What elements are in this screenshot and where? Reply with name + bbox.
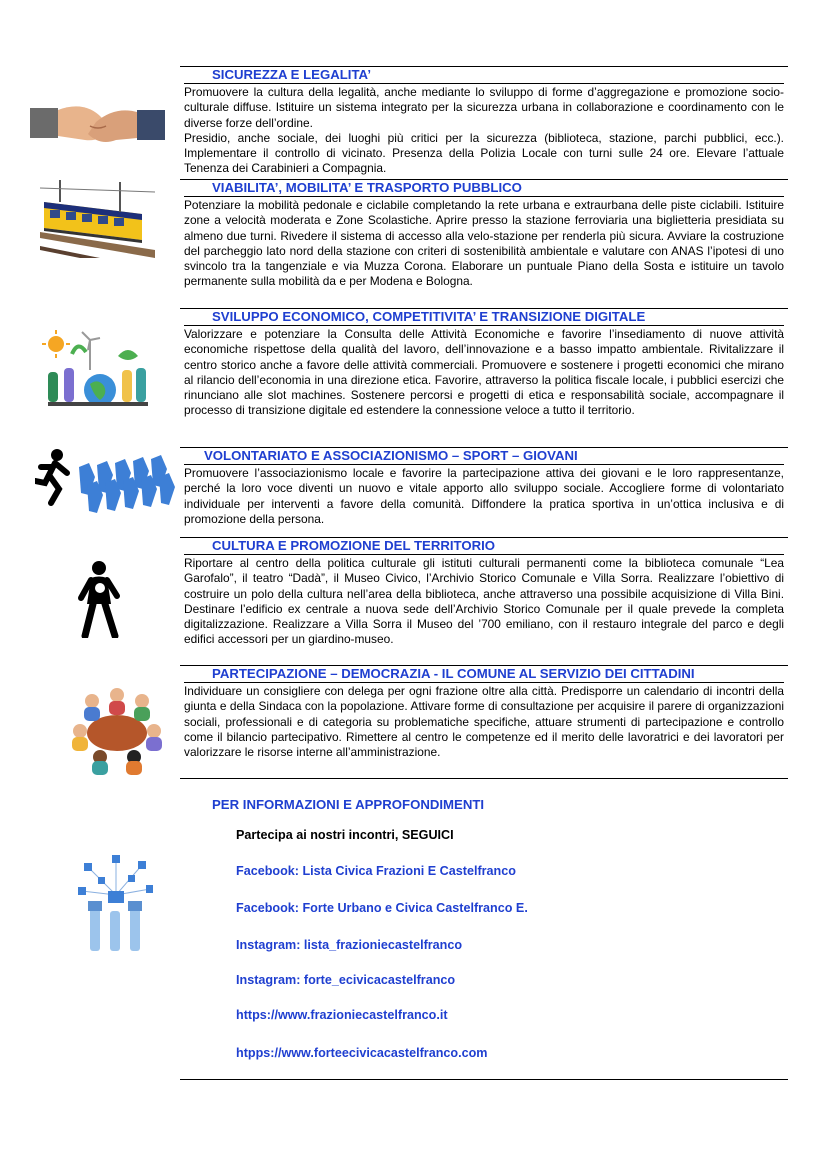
section-body: [184, 83, 784, 177]
divider: [180, 778, 788, 779]
instagram-link-lista[interactable]: Instagram: lista_frazioniecastelfranco: [236, 938, 463, 952]
section-title: SVILUPPO ECONOMICO, COMPETITIVITA’ E TRANSIZIONE DIGITALE: [180, 308, 788, 325]
section-title: VOLONTARIATO E ASSOCIAZIONISMO – SPORT – GIOVANI: [180, 447, 788, 464]
runners-icon: [35, 445, 180, 520]
section-body: [184, 682, 784, 760]
section-title: VIABILITA’, MOBILITA’ E TRASPORTO PUBBLICO: [180, 179, 788, 196]
paragraph: Promuovere la cultura della legalità, anche mediante lo sviluppo di forme d’aggregazione e promozione socio-culturale diffuse. Istituire un sistema integrato per la sicurezza urbana in collaborazione e coordinamento con le diverse forze dell’ordine.: [184, 85, 784, 130]
train-icon: [40, 180, 155, 258]
green-economy-icon: [42, 330, 154, 418]
website-link-forte[interactable]: htpps://www.forteecivicacastelfranco.com: [236, 1046, 488, 1060]
paragraph: Riportare al centro della politica culturale gli istituti culturali permanenti come la biblioteca comunale “Lea Garofalo”, il teatro “Dadà”, il Museo Civico, l’Archivio Storico Comunale e Villa Sorra. Realizzare l’obiettivo di costruire un polo della cultura nell’area della biblioteca, anche attraverso una possibile acquisizione di Villa Bini. Destinare l’edificio ex centrale a nuova sede dell’Archivio Storico Comunale per il quale prevede la completa digitalizzazione. Realizzare a Villa Sorra il Museo del ’700 emiliano, con il restauro integrale del parco e degli edifici accessori per un giardino-museo.: [184, 556, 784, 647]
paragraph: Potenziare la mobilità pedonale e ciclabile completando la rete urbana e extraurbana delle piste ciclabili. Istituire zone a velocità moderata e Zone Scolastiche. Aprire presso la stazione ferroviaria una biglietteria presidiata su almeno due turni. Rivedere il sistema di accesso alla velo-stazione per renderla più sicura. Avviare la costruzione del parcheggio lato nord della stazione con criteri di sostenibilità ambientale e valutare con ANAS l’ipotesi di uno svincolo tra la tangenziale e via Muzza Corona. Elaborare un puntuale Piano della Sosta e istituire un tavolo permanente sulla mobilità da e per Modena e Bologna.: [184, 198, 784, 289]
handshake-icon: [30, 100, 165, 152]
meeting-table-icon: [72, 685, 162, 775]
walking-person-icon: [75, 560, 125, 638]
paragraph: Presidio, anche sociale, dei luoghi più critici per la sicurezza (biblioteca, stazione, parchi pubblici, ecc.). Implementare il controllo di vicinato. Presenza della Polizia Locale con turni sulle 24 ore. Elevare l’attuale Tenenza dei Carabinieri a Compagnia.: [184, 130, 784, 176]
section-body: [184, 325, 784, 419]
social-network-icon: [78, 855, 153, 955]
divider: [180, 1079, 788, 1080]
section-title: SICUREZZA E LEGALITA’: [180, 66, 788, 83]
instagram-link-forte[interactable]: Instagram: forte_ecivicacastelfranco: [236, 973, 456, 987]
paragraph: Valorizzare e potenziare la Consulta delle Attività Economiche e favorire l’insediamento di nuove attività economiche rispettose della qualità del lavoro, dell’innovazione e a basso impatto ambientale. Rivitalizzare il centro storico anche a favore delle attività commerciali. Promuovere e sostenere i progetti economici che mirano al rilancio dell’economia in una direzione etica. Favorire, attraverso la politica fiscale locale, i pubblici esercizi che rinunciano alle slot machines. Sostenere percorsi e progetti di etica e responsabilità sociale, accompagnare il processo di transizione digitale ed estendere la connessione veloce a tutto il territorio.: [184, 327, 784, 418]
section-title: PARTECIPAZIONE – DEMOCRAZIA - IL COMUNE AL SERVIZIO DEI CITTADINI: [180, 665, 788, 682]
section-body: [184, 464, 784, 527]
section-body: [184, 554, 784, 648]
paragraph: Individuare un consigliere con delega per ogni frazione oltre alla città. Predisporre un calendario di incontri della giunta e della Sindaca con la popolazione. Attivare forme di consultazione per acquisire il parere di organizzazioni sociali, professionali e di categoria su problematiche specifiche, attuare strumenti di partecipazione e controllo come il bilancio partecipativo. Rimettere al centro le competenze ed il merito delle lavoratrici e dei lavoratori per valorizzare le risorse interne all’amministrazione.: [184, 684, 784, 760]
section-title: CULTURA E PROMOZIONE DEL TERRITORIO: [180, 537, 788, 554]
info-intro: Partecipa ai nostri incontri, SEGUICI: [236, 828, 454, 842]
info-title: PER INFORMAZIONI E APPROFONDIMENTI: [212, 797, 485, 812]
facebook-link-lista-civica[interactable]: Facebook: Lista Civica Frazioni E Castelfranco: [236, 864, 516, 878]
section-body: [184, 196, 784, 290]
paragraph: Promuovere l’associazionismo locale e favorire la partecipazione attiva dei giovani e le loro rappresentanze, perché la loro voce diventi un nuovo e vitale apporto allo sviluppo sociale. Accogliere forme di volontariato individuale per interventi a favore della comunità. Diffondere la pratica sportiva in un’ottica inclusiva e di promozione della persona.: [184, 466, 784, 526]
facebook-link-forte-urbano[interactable]: Facebook: Forte Urbano e Civica Castelfranco E.: [236, 901, 528, 915]
website-link-frazioni[interactable]: https://www.frazioniecastelfranco.it: [236, 1008, 448, 1022]
